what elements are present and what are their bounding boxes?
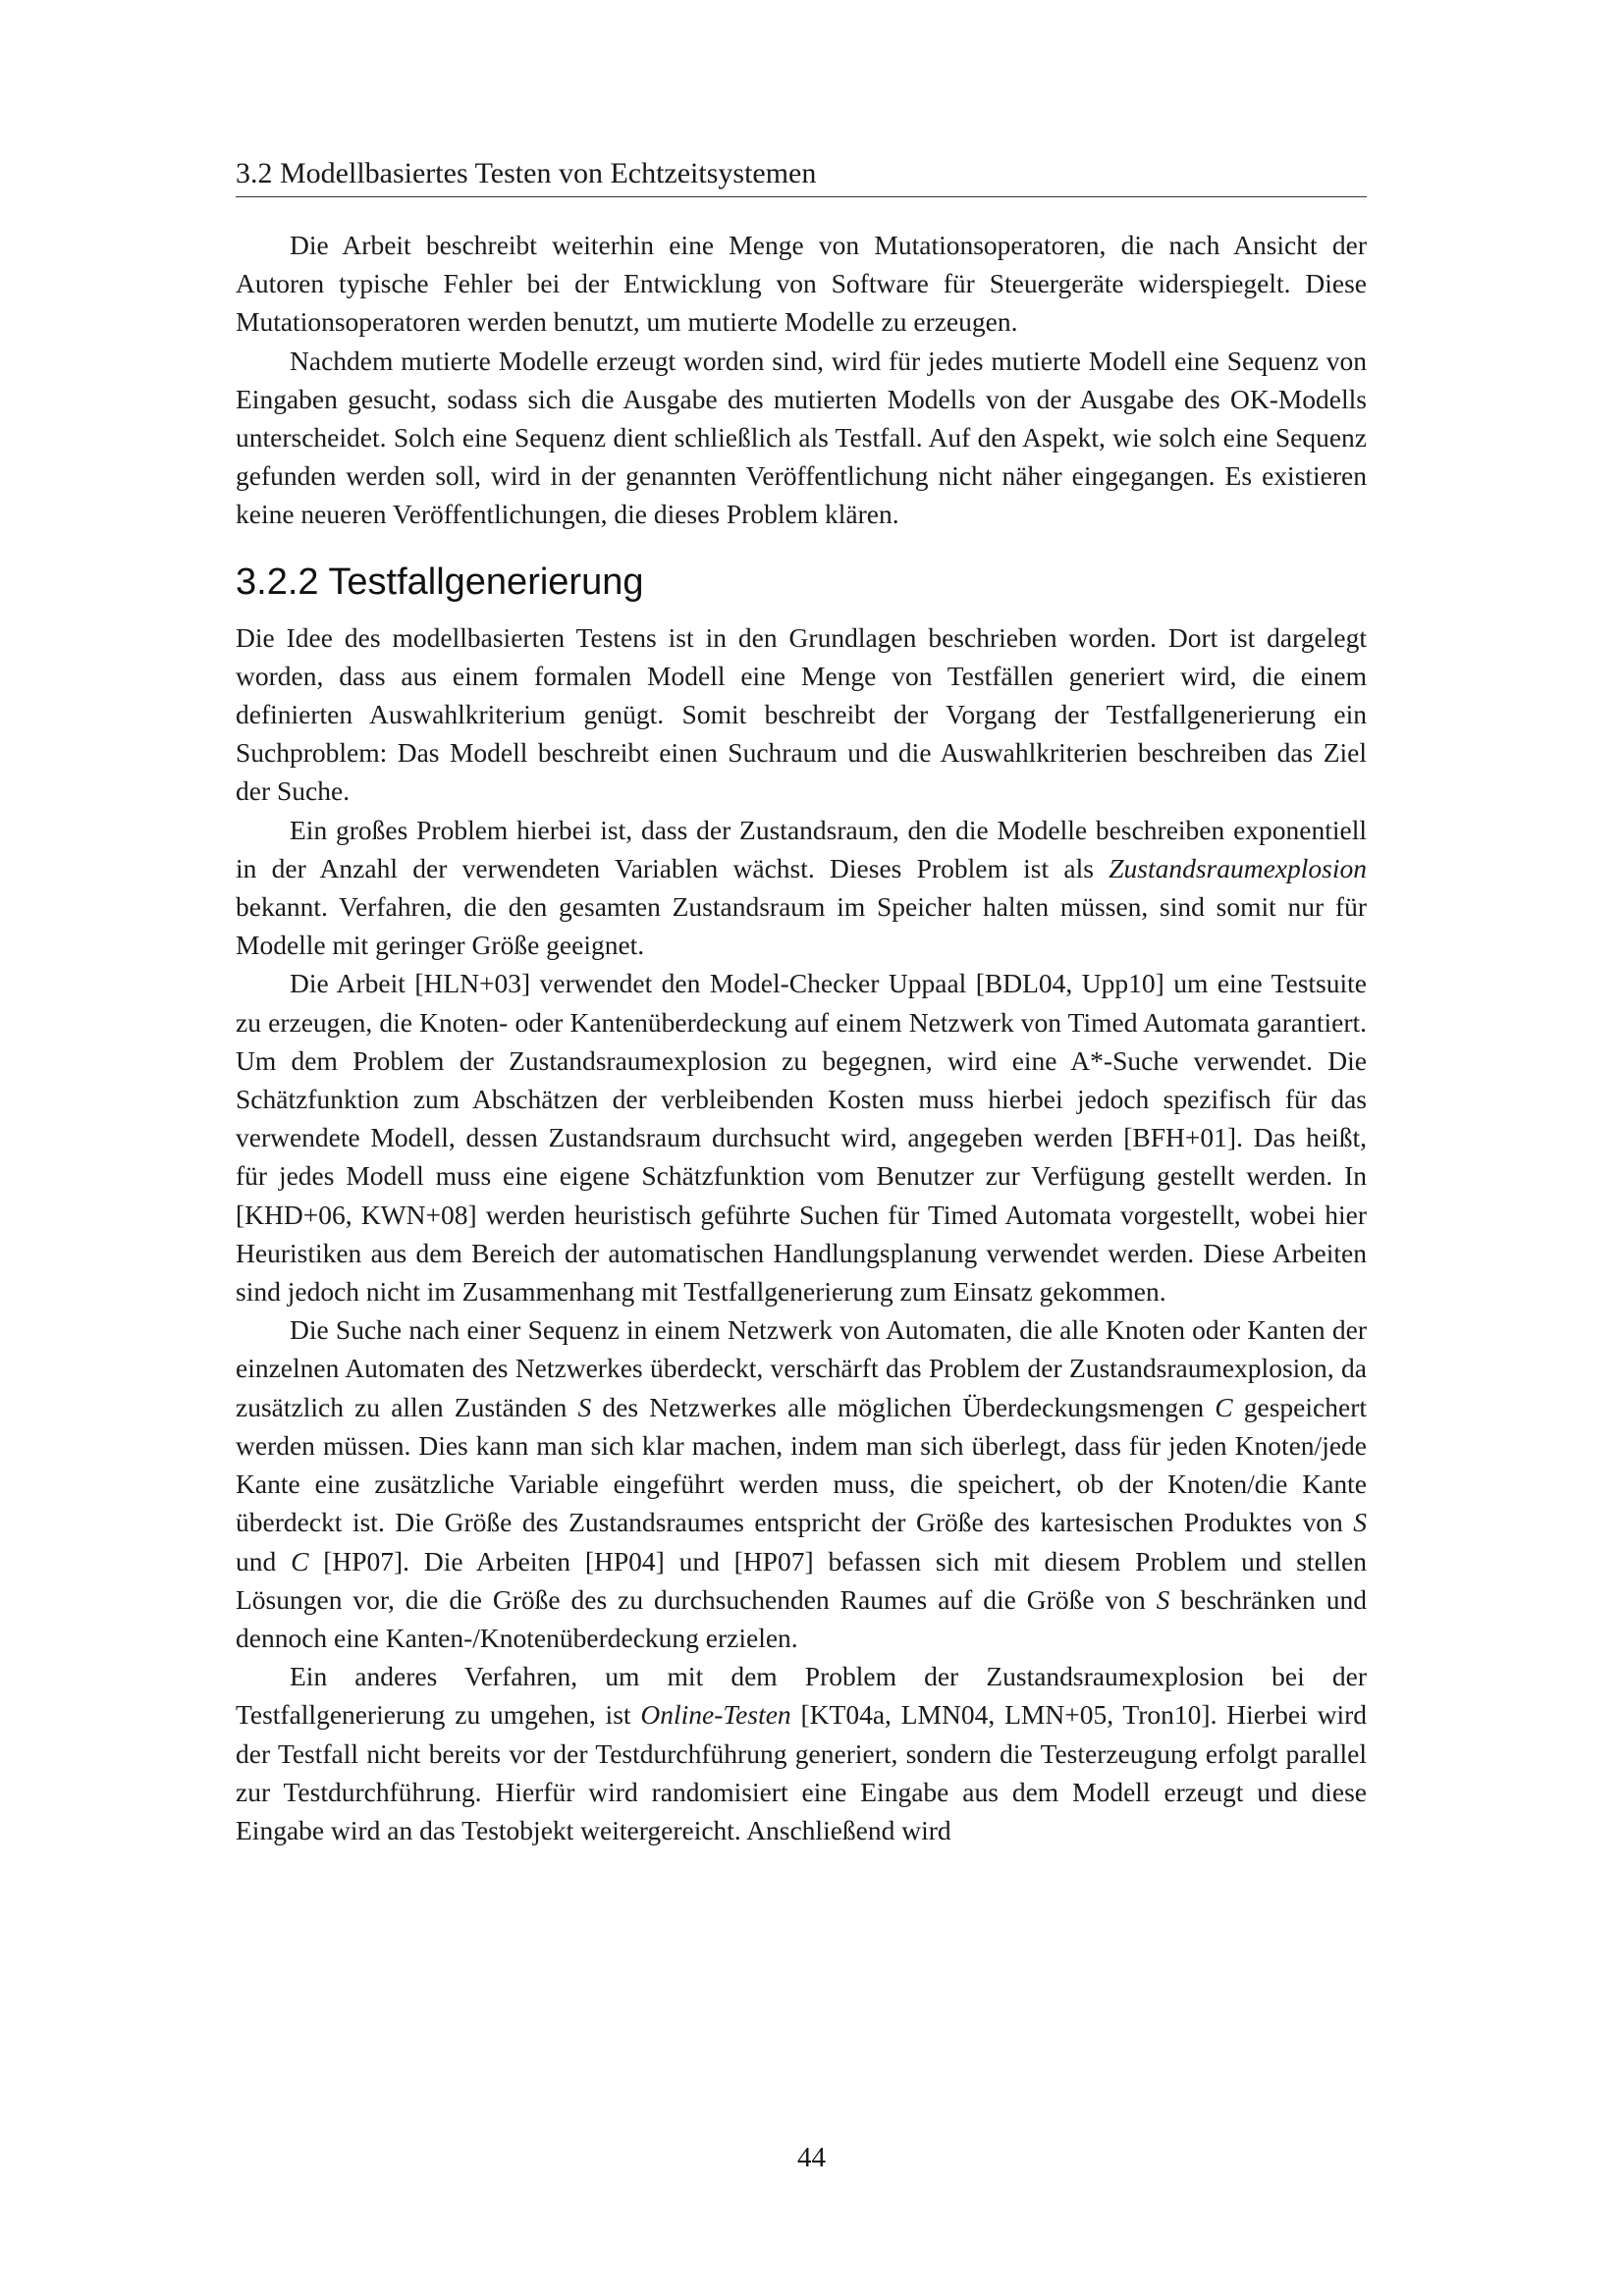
- text-run: gespeichert werden müssen. Dies kann man sich klar machen, indem man sich überlegt, dass für jeden Knoten/jede Kante eine zusätzliche Variable eingeführt werden muss, die speichert, ob der Knoten/die Kante überdeckt ist. Die Größe des Zustandsraumes entspricht der Größe des kartesischen Produktes von: [236, 1391, 1367, 1538]
- symbol-s: S: [1156, 1583, 1170, 1615]
- text-run: des Netzwerkes alle möglichen Überdeckungsmengen: [591, 1391, 1216, 1422]
- term-state-explosion: Zustandsraumexplosion: [1109, 852, 1367, 883]
- section-heading: 3.2.2 Testfallgenerierung: [236, 561, 644, 603]
- text-run: bekannt. Verfahren, die den gesamten Zustandsraum im Speicher halten müssen, sind somit nur für Modelle mit geringer Größe geeignet.: [236, 891, 1367, 961]
- page-number: 44: [797, 2142, 826, 2173]
- text-run: [KT04a, LMN04, LMN+05, Tron10]. Hierbei wird der Testfall nicht bereits vor der Testdurchführung generiert, sondern die Testerzeugung erfolgt parallel zur Testdurchführung. Hierfür wird randomisiert eine Eingabe aus dem Modell erzeugt und diese Eingabe wird an das Testobjekt weitergereicht. Anschließend wird: [236, 1699, 1367, 1845]
- text-run: Ein anderes Verfahren, um mit dem Problem der Zustandsraumexplosion bei der Testfallgenerierung zu umgehen, ist: [236, 1661, 1367, 1731]
- symbol-c: C: [291, 1545, 309, 1576]
- paragraph-online-testing: [236, 1657, 1367, 1849]
- paragraph-state-explosion: [236, 811, 1367, 965]
- paragraph-uppaal: Die Arbeit [HLN+03] verwendet den Model-Checker Uppaal [BDL04, Upp10] um eine Testsuite zu erzeugen, die Knoten- oder Kantenüberdeckung auf einem Netzwerk von Timed Automata garantiert. Um dem Problem der Zustandsraumexplosion zu begegnen, wird eine A*-Suche verwendet. Die Schätzfunktion zum Abschätzen der verbleibenden Kosten muss hierbei jedoch spezifisch für das verwendete Modell, dessen Zustandsraum durchsucht wird, angegeben werden [BFH+01]. Das heißt, für jedes Modell muss eine eigene Schätzfunktion vom Benutzer zur Verfügung gestellt werden. In [KHD+06, KWN+08] werden heuristisch geführte Suchen für Timed Automata vorgestellt, wobei hier Heuristiken aus dem Bereich der automatischen Handlungsplanung verwendet werden. Diese Arbeiten sind jedoch nicht im Zusammenhang mit Testfallgenerierung zum Einsatz gekommen.: [236, 968, 1367, 1308]
- paragraph-mutation-operators: Die Arbeit beschreibt weiterhin eine Menge von Mutationsoperatoren, die nach Ansicht der Autoren typische Fehler bei der Entwicklung von Software für Steuergeräte widerspiegelt. Diese Mutationsoperatoren werden benutzt, um mutierte Modelle zu erzeugen.: [236, 230, 1367, 338]
- paragraph-model-based-testing: Die Idee des modellbasierten Testens ist in den Grundlagen beschrieben worden. Dort ist dargelegt worden, dass aus einem formalen Modell eine Menge von Testfällen generiert wird, die einem definierten Auswahlkriterium genügt. Somit beschreibt der Vorgang der Testfallgenerierung ein Suchproblem: Das Modell beschreibt einen Suchraum und die Auswahlkriterien beschreiben das Ziel der Suche.: [236, 621, 1367, 807]
- text-run: Die Suche nach einer Sequenz in einem Netzwerk von Automaten, die alle Knoten oder Kanten der einzelnen Automaten des Netzwerkes überdeckt, verschärft das Problem der Zustandsraumexplosion, da zusätzlich zu allen Zuständen: [236, 1314, 1367, 1422]
- symbol-s: S: [1353, 1507, 1367, 1538]
- text-run: Ein großes Problem hierbei ist, dass der Zustandsraum, den die Modelle beschreiben exponentiell in der Anzahl der verwendeten Variablen wächst. Dieses Problem ist als: [236, 814, 1367, 883]
- term-online-testing: Online-Testen: [640, 1699, 791, 1731]
- paragraph-coverage-search: [236, 1310, 1367, 1657]
- symbol-c: C: [1215, 1391, 1233, 1422]
- text-run: beschränken und dennoch eine Kanten-/Knotenüberdeckung erzielen.: [236, 1583, 1367, 1653]
- text-run: [HP07]. Die Arbeiten [HP04] und [HP07] befassen sich mit diesem Problem und stellen Lösungen vor, die die Größe des zu durchsuchenden Raumes auf die Größe von: [236, 1545, 1368, 1615]
- symbol-s: S: [577, 1391, 592, 1422]
- page-body: [236, 226, 1367, 1849]
- running-header: 3.2 Modellbasiertes Testen von Echtzeitsystemen: [236, 155, 1367, 197]
- text-run: und: [236, 1545, 292, 1576]
- paragraph-mutated-models: Nachdem mutierte Modelle erzeugt worden sind, wird für jedes mutierte Modell eine Sequenz von Eingaben gesucht, sodass sich die Ausgabe des mutierten Modells von der Ausgabe des OK-Modells unterscheidet. Solch eine Sequenz dient schließlich als Testfall. Auf den Aspekt, wie solch eine Sequenz gefunden werden soll, wird in der genannten Veröffentlichung nicht näher eingegangen. Es existieren keine neueren Veröffentlichungen, die dieses Problem klären.: [236, 345, 1367, 530]
